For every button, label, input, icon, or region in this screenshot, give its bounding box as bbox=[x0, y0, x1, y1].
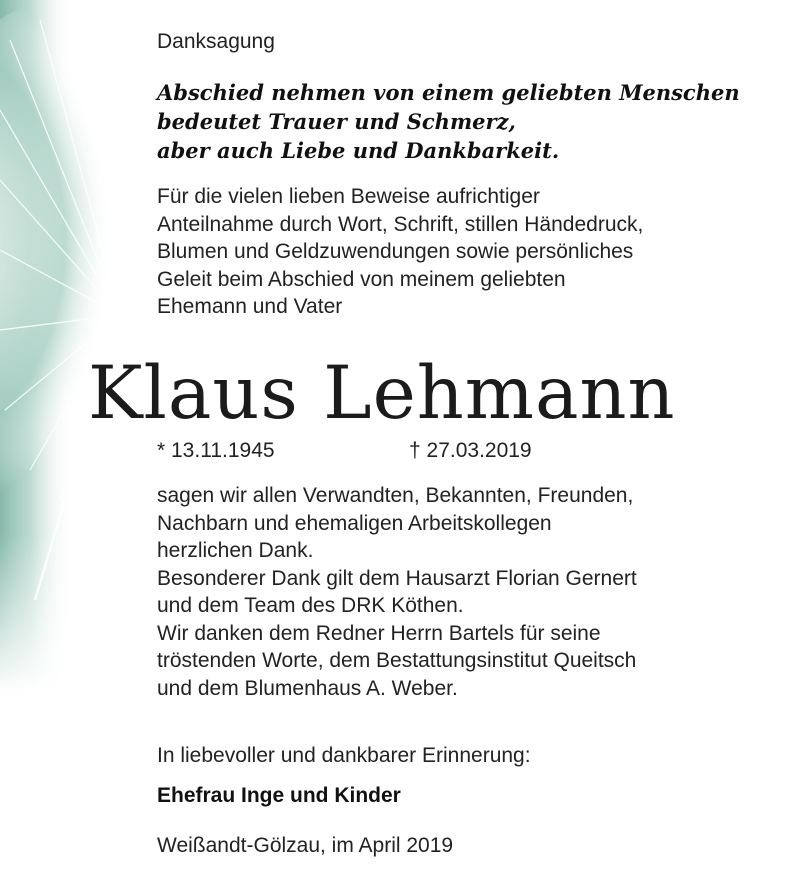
motto-line: bedeutet Trauer und Schmerz, bbox=[157, 109, 516, 134]
intro-line: Ehemann und Vater bbox=[157, 295, 343, 318]
speaker-line: tröstenden Worte, dem Bestattungsinstitut Queitsch bbox=[157, 649, 637, 672]
notice-heading: Danksagung bbox=[157, 30, 275, 53]
motto-line: Abschied nehmen von einem geliebten Menschen bbox=[157, 80, 740, 105]
intro-line: Für die vielen lieben Beweise aufrichtiger bbox=[157, 185, 540, 208]
death-date: † 27.03.2019 bbox=[409, 439, 532, 462]
intro-line: Blumen und Geldzuwendungen sowie persönliches bbox=[157, 240, 634, 263]
signoff: Ehefrau Inge und Kinder bbox=[157, 783, 401, 807]
deceased-name: Klaus Lehmann bbox=[88, 351, 676, 436]
thanks-paragraph bbox=[157, 482, 787, 565]
thanks-line: sagen wir allen Verwandten, Bekannten, Freunden, bbox=[157, 484, 634, 507]
special-thanks-paragraph bbox=[157, 565, 787, 620]
intro-line: Geleit beim Abschied von meinem geliebten bbox=[157, 267, 566, 291]
thanks-line: herzlichen Dank. bbox=[157, 539, 314, 562]
speaker-line: und dem Blumenhaus A. Weber. bbox=[157, 676, 458, 700]
thanks-line: Nachbarn und ehemaligen Arbeitskollegen bbox=[157, 511, 552, 535]
remembrance-line: In liebevoller und dankbarer Erinnerung: bbox=[157, 744, 531, 767]
intro-paragraph bbox=[157, 183, 787, 321]
intro-line: Anteilnahme durch Wort, Schrift, stillen Händedruck, bbox=[157, 212, 644, 236]
special-line: und dem Team des DRK Köthen. bbox=[157, 594, 464, 617]
place-date: Weißandt-Gölzau, im April 2019 bbox=[157, 833, 454, 857]
speaker-line: Wir danken dem Redner Herrn Bartels für seine bbox=[157, 621, 601, 645]
special-line: Besonderer Dank gilt dem Hausarzt Florian Gernert bbox=[157, 566, 637, 590]
motto-quote bbox=[157, 78, 787, 165]
header-section bbox=[157, 28, 787, 321]
birth-date: * 13.11.1945 bbox=[157, 439, 275, 462]
speaker-thanks-paragraph bbox=[157, 620, 787, 703]
motto-line: aber auch Liebe und Dankbarkeit. bbox=[157, 138, 560, 163]
closing-section bbox=[157, 742, 787, 860]
thanks-section bbox=[157, 482, 787, 702]
